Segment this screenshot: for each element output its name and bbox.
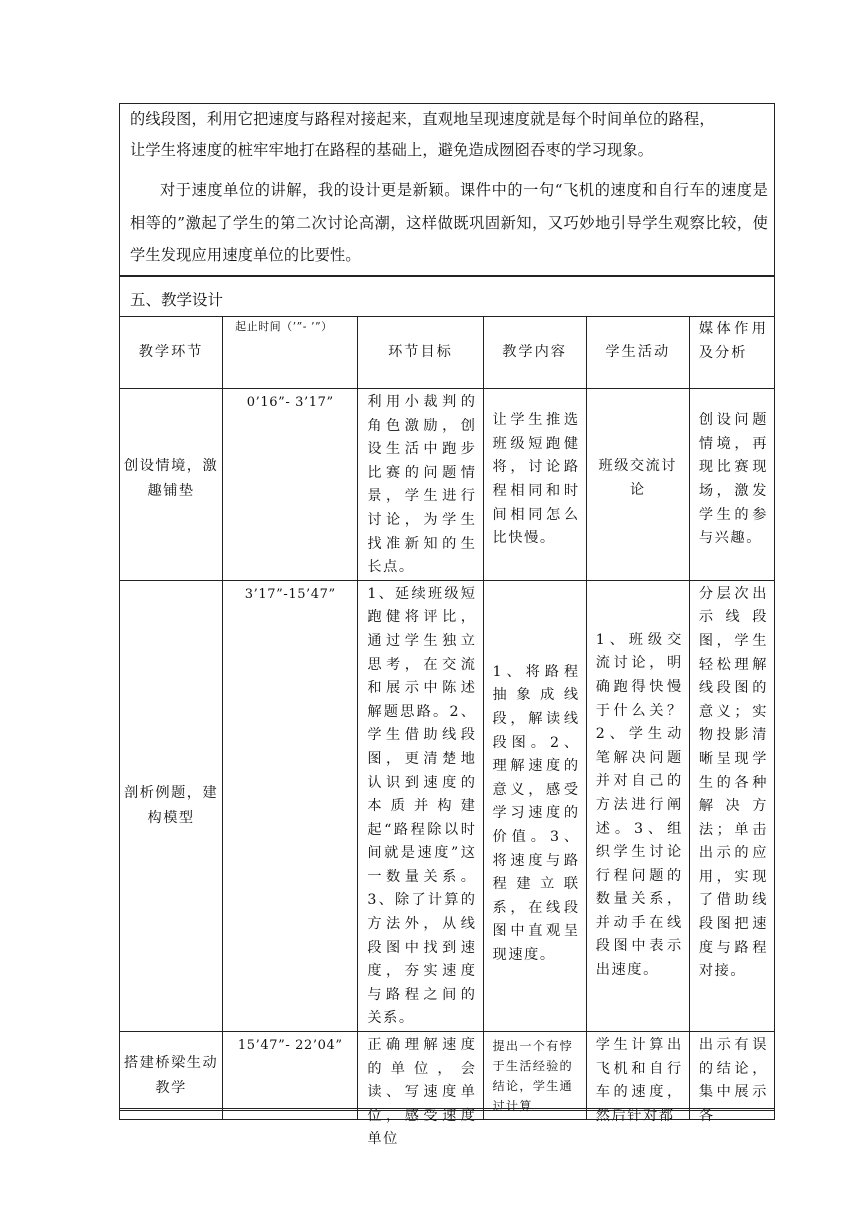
header-goal (358, 317, 483, 389)
row2-time-text: 3’17”-15’47” (244, 586, 336, 602)
row3-student-text: 学生计算出飞机和自行车的速度，然后针对都 (595, 1037, 683, 1124)
row2-content-text: 1、将路程抽象成线段，解读线段图。2、理解速度的意义，感受学习速度的价值。3、将速度与路程建立联系，在线段图中直观呈现速度。 (492, 663, 580, 963)
section-title: 五、教学设计 (130, 291, 224, 309)
narrative-para-2: 对于速度单位的讲解，我的设计更是新颖。课件中的一句“飞机的速度和自行车的速度是相等的”激起了学生的第二次讨论高潮，这样做既巩固新知，又巧妙地引导学生观察比较，使学生发现应用速度单位的比要性。 (130, 181, 768, 264)
row2-stage (120, 580, 223, 1031)
row1-student (586, 389, 689, 581)
teaching-design-table (119, 316, 775, 1148)
row2-content (483, 580, 586, 1031)
row2-student-text: 1、班级交流讨论，明确跑得快慢于什么关？2、学生动笔解决问题并对自己的方法进行阐述。3、组织学生讨论行程问题的数量关系，并动手在线段图中表示出速度。 (595, 631, 683, 979)
section-heading-row (119, 275, 775, 317)
table-bottom-rule (119, 1108, 775, 1111)
header-time-label: 起止时间（’”- ’”） (235, 320, 333, 333)
header-goal-label: 环节目标 (388, 343, 453, 360)
row1-time (223, 389, 358, 581)
row3-content (483, 1032, 586, 1120)
header-media (689, 317, 774, 389)
row1-content (483, 389, 586, 581)
row3-time-text: 15’47”- 22’04” (237, 1038, 343, 1054)
row1-goal (358, 389, 483, 581)
row2-goal (358, 580, 483, 1031)
row2-stage-text: 剖析例题，建构模型 (124, 784, 219, 826)
row3-student (586, 1032, 689, 1124)
row2-time (223, 580, 358, 1031)
header-stage-label: 教学环节 (138, 343, 204, 360)
row3-content-text: 提出一个有悖于生活经验的结论，学生通过计算 (492, 1039, 573, 1114)
header-student (586, 317, 689, 389)
header-content-label: 教学内容 (502, 343, 567, 360)
narrative-paragraph-2 (120, 174, 774, 272)
row1-media (689, 389, 774, 581)
row3-stage (120, 1032, 223, 1120)
row2-student (586, 580, 689, 1031)
row3-goal (358, 1032, 483, 1148)
header-stage (120, 317, 223, 389)
table-row (120, 1032, 775, 1120)
row3-media-text: 出示有误的结论，集中展示各 (698, 1037, 768, 1124)
narrative-line-1: 的线段图，利用它把速度与路程对接起来，直观地呈现速度就是每个时间单位的路程， (130, 110, 715, 128)
row2-goal-text: 1、延续班级短跑健将评比，通过学生独立思考，在交流和展示中陈述解题思路。2、学生借助线段图，更清楚地认识到速度的本质并构建起“路程除以时间就是速度”这一数量关系。3、除了计算的方法外，从线段图中找到速度，夯实速度与路程之间的关系。 (367, 585, 477, 1027)
table-header-row (120, 317, 775, 389)
table-row (120, 580, 775, 1031)
header-media-label: 媒体作用及分析 (698, 321, 768, 361)
header-time (223, 317, 358, 389)
row1-stage (120, 389, 223, 581)
row1-content-text: 让学生推选班级短跑健将，讨论路程相同和时间相同怎么比快慢。 (492, 412, 580, 547)
header-student-label: 学生活动 (605, 343, 671, 360)
row2-media (689, 580, 774, 1031)
table-row (120, 389, 775, 581)
row1-goal-text: 利用小裁判的角色激励，创设生活中跑步比赛的问题情景，学生进行讨论，为学生找准新知的生长点。 (367, 394, 477, 576)
header-content (483, 317, 586, 389)
row1-time-text: 0’16”- 3’17” (246, 395, 334, 410)
narrative-paragraph-1 (120, 104, 774, 166)
row1-stage-text: 创设情境，激趣铺垫 (124, 458, 219, 499)
row3-stage-text: 搭建桥梁生动教学 (124, 1054, 219, 1096)
narrative-block (119, 103, 775, 275)
narrative-line-2: 让学生将速度的桩牢牢地打在路程的基础上，避免造成囫囵吞枣的学习现象。 (130, 141, 654, 159)
row1-media-text: 创设问题情境，再现比赛现场，激发学生的参与兴趣。 (698, 412, 768, 547)
row2-media-text: 分层次出示线段图，学生轻松理解线段图的意义；实物投影清晰呈现学生的各种解决方法；单击出示的应用，实现了借助线段图把速度与路程对接。 (698, 585, 768, 980)
row3-media (689, 1032, 774, 1124)
row3-time (223, 1032, 358, 1120)
row3-goal-text: 正确理解速度的单位，会读、写速度单位，感受速度单位 (367, 1037, 477, 1148)
row1-student-text: 班级交流讨论 (598, 458, 677, 498)
